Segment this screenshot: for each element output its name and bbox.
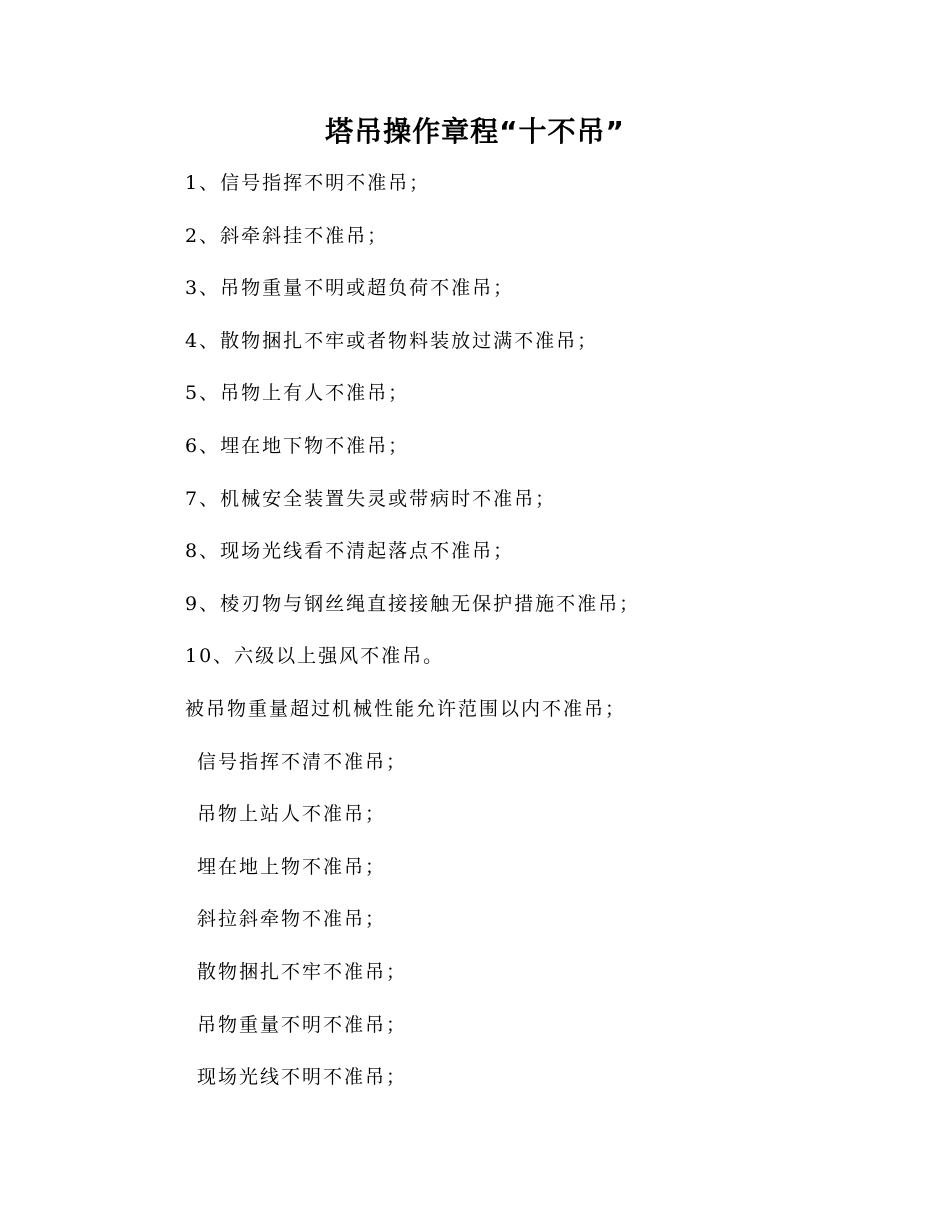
rule-line: 9、棱刃物与钢丝绳直接接触无保护措施不准吊； xyxy=(185,592,641,615)
rule-line: 现场光线不明不准吊； xyxy=(197,1066,408,1089)
rule-line: 5、吊物上有人不准吊； xyxy=(185,382,410,405)
rule-line: 3、吊物重量不明或超负荷不准吊； xyxy=(185,277,515,300)
rule-line: 散物捆扎不牢不准吊； xyxy=(197,960,408,983)
rule-line: 被吊物重量超过机械性能允许范围以内不准吊； xyxy=(185,697,627,720)
rule-line: 7、机械安全装置失灵或带病时不准吊； xyxy=(185,487,557,510)
rule-line: 吊物上站人不准吊； xyxy=(197,803,387,826)
rule-line: 4、散物捆扎不牢或者物料装放过满不准吊； xyxy=(185,329,599,352)
document-title: 塔吊操作章程“十不吊” xyxy=(325,115,625,148)
rules-list xyxy=(185,164,905,1111)
rule-line: 斜拉斜牵物不准吊； xyxy=(197,908,387,931)
rule-line: 6、埋在地下物不准吊； xyxy=(185,434,410,457)
rule-line: 信号指挥不清不准吊； xyxy=(197,750,408,773)
rule-line: 1、信号指挥不明不准吊； xyxy=(185,172,431,194)
rule-line: 10、六级以上强风不准吊。 xyxy=(185,645,445,668)
rule-line: 吊物重量不明不准吊； xyxy=(197,1013,408,1036)
rule-line: 埋在地上物不准吊； xyxy=(197,855,387,878)
rule-line: 8、现场光线看不清起落点不准吊； xyxy=(185,540,515,563)
rule-line: 2、斜牵斜挂不准吊； xyxy=(185,224,389,247)
